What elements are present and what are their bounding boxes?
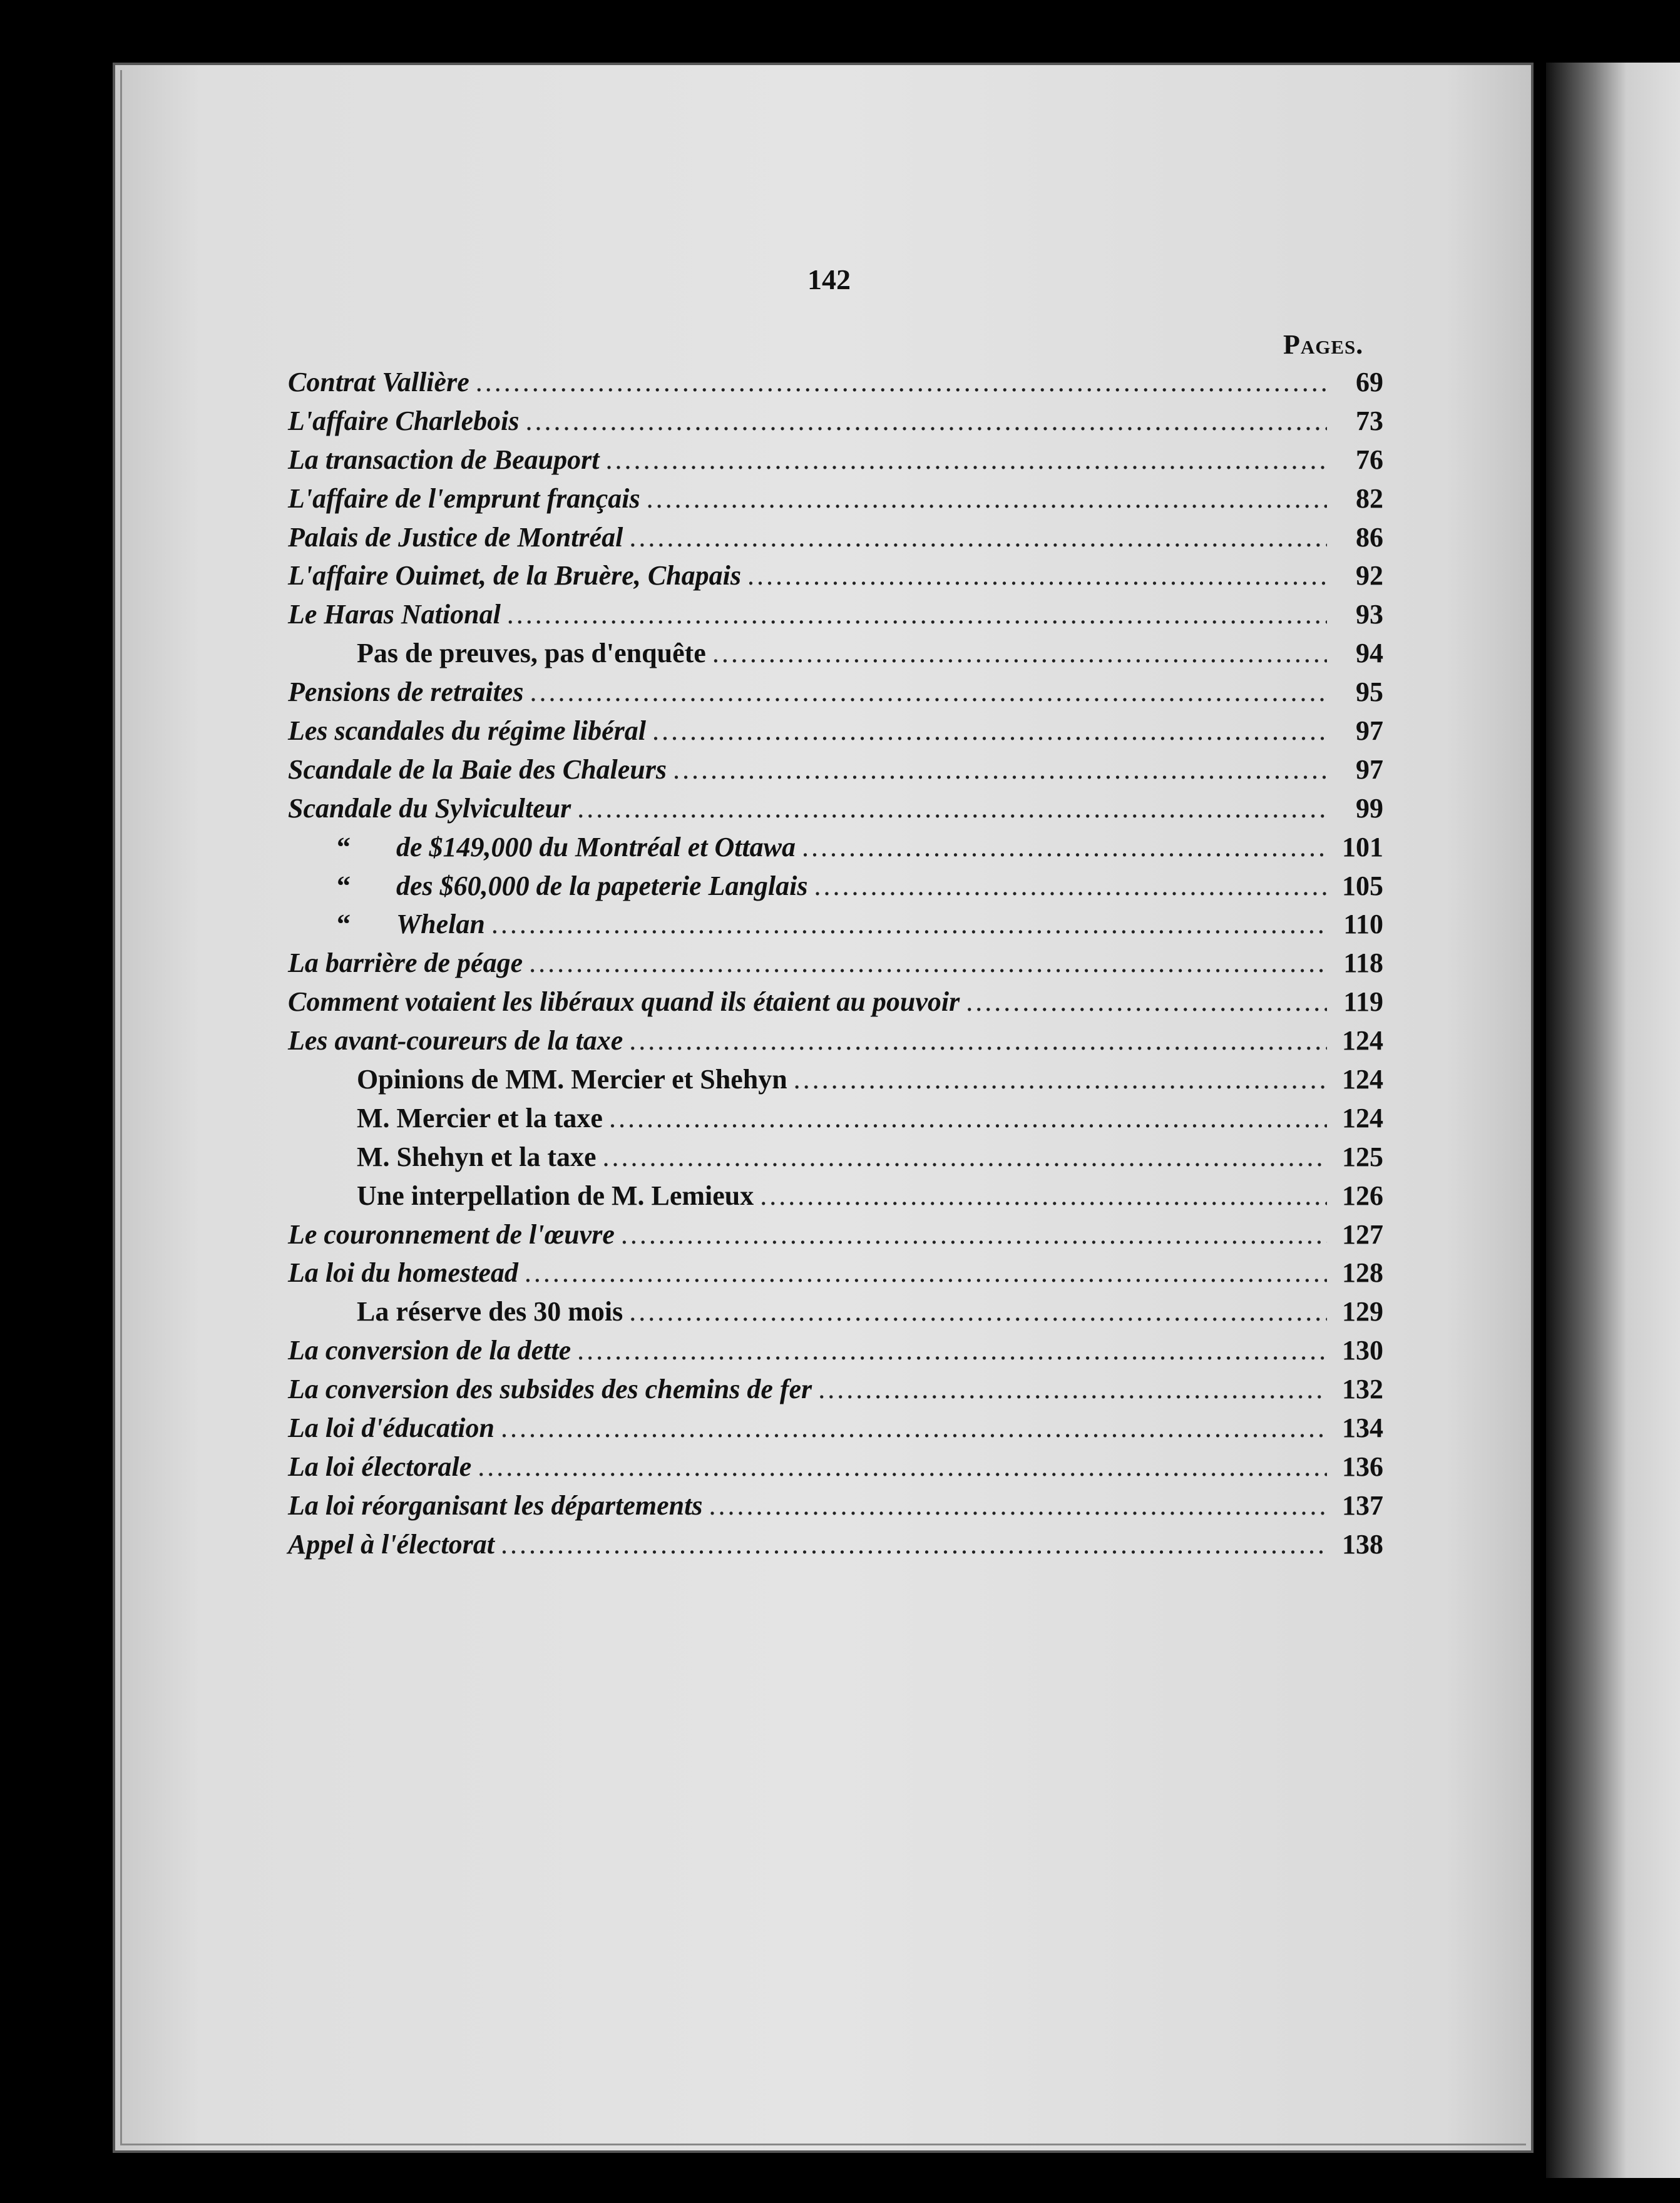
dot-leader: [526, 405, 1327, 437]
toc-entry: [288, 1257, 1383, 1296]
dot-leader: [652, 715, 1327, 747]
toc-entry-page: 99: [1356, 792, 1383, 824]
dot-leader: [673, 754, 1327, 785]
toc-entry-title: La réserve des 30 mois: [357, 1296, 623, 1327]
toc-entry: [288, 366, 1383, 405]
dot-leader: [760, 1180, 1327, 1212]
toc-entry-title: Les scandales du régime libéral: [288, 715, 646, 747]
toc-entry: [288, 1180, 1383, 1219]
toc-entry-title: La loi d'éducation: [288, 1413, 494, 1444]
dot-leader: [709, 1490, 1327, 1521]
toc-entry-page: 110: [1343, 909, 1383, 940]
toc-entry-title: Appel à l'électorat: [288, 1528, 494, 1560]
toc-entry-page: 93: [1356, 599, 1383, 630]
toc-entry: [288, 1451, 1383, 1490]
dot-leader: [712, 637, 1327, 669]
toc-entry: [288, 676, 1383, 715]
dot-leader: [478, 1451, 1327, 1483]
ditto-mark: “: [337, 831, 351, 862]
toc-entry-title: La conversion de la dette: [288, 1335, 571, 1366]
toc-entry: [288, 521, 1383, 560]
toc-entry-page: 134: [1342, 1413, 1383, 1444]
ditto-mark: “: [337, 909, 351, 940]
dot-leader: [802, 831, 1327, 863]
toc-entry-title: La loi électorale: [288, 1451, 472, 1482]
toc-entry: [288, 1373, 1383, 1412]
toc-entry-title-text: de $149,000 du Montréal et Ottawa: [396, 831, 796, 862]
toc-entry-title: Une interpellation de M. Lemieux: [357, 1180, 754, 1211]
dot-leader: [629, 1025, 1327, 1056]
table-of-contents: [288, 366, 1383, 1567]
dot-leader: [609, 1102, 1327, 1134]
toc-entry-page: 101: [1342, 831, 1383, 862]
toc-entry: [288, 1412, 1383, 1451]
toc-entry-title: La loi réorganisant les départements: [288, 1490, 703, 1521]
toc-entry-page: 119: [1343, 986, 1383, 1018]
dot-leader: [491, 908, 1327, 940]
toc-entry-title: [288, 908, 485, 940]
dot-leader: [577, 1334, 1327, 1366]
toc-entry-title: La transaction de Beauport: [288, 444, 600, 475]
toc-entry: [288, 1141, 1383, 1180]
dot-leader: [629, 1296, 1327, 1327]
toc-entry: [288, 792, 1383, 831]
toc-entry-page: 126: [1342, 1180, 1383, 1211]
toc-entry-title: [288, 870, 808, 902]
dot-leader: [606, 444, 1328, 476]
toc-entry-title: L'affaire de l'emprunt français: [288, 483, 640, 514]
toc-entry-page: 86: [1356, 521, 1383, 553]
toc-entry-page: 95: [1356, 677, 1383, 708]
toc-entry-title: L'affaire Charlebois: [288, 405, 520, 436]
toc-entry: [288, 444, 1383, 483]
toc-entry: [288, 1490, 1383, 1528]
toc-entry-title: M. Mercier et la taxe: [357, 1102, 603, 1133]
toc-entry: [288, 1102, 1383, 1141]
toc-entry-title: Pensions de retraites: [288, 677, 524, 708]
toc-entry-title: Scandale du Sylviculteur: [288, 792, 571, 824]
toc-entry-page: 137: [1342, 1490, 1383, 1521]
dot-leader: [501, 1412, 1327, 1444]
toc-entry-page: 92: [1356, 560, 1383, 591]
toc-entry-title: Le Haras National: [288, 599, 501, 630]
toc-entry: [288, 754, 1383, 792]
dot-leader: [501, 1528, 1327, 1560]
toc-entry-title: Opinions de MM. Mercier et Shehyn: [357, 1064, 787, 1095]
toc-entry-page: 130: [1342, 1335, 1383, 1366]
dot-leader: [621, 1219, 1327, 1250]
toc-entry-page: 97: [1356, 754, 1383, 785]
toc-entry: [288, 1025, 1383, 1063]
toc-entry: [288, 831, 1383, 870]
toc-entry-page: 124: [1342, 1064, 1383, 1095]
dot-leader: [476, 366, 1327, 398]
toc-entry-page: 132: [1342, 1374, 1383, 1405]
toc-entry-title: M. Shehyn et la taxe: [357, 1141, 597, 1172]
dot-leader: [525, 1257, 1327, 1289]
dot-leader: [629, 521, 1327, 553]
toc-entry-page: 118: [1343, 948, 1383, 979]
toc-entry-page: 136: [1342, 1451, 1383, 1482]
toc-entry: [288, 1296, 1383, 1334]
toc-entry-title: Le couronnement de l'œuvre: [288, 1219, 615, 1250]
toc-entry-page: 124: [1342, 1025, 1383, 1056]
ditto-mark: “: [337, 870, 351, 901]
dot-leader: [530, 676, 1327, 708]
toc-entry-title-text: Whelan: [396, 909, 485, 940]
toc-entry-title: [288, 831, 796, 863]
dot-leader: [818, 1373, 1327, 1405]
toc-entry-title: L'affaire Ouimet, de la Bruère, Chapais: [288, 560, 741, 591]
toc-entry-title: La barrière de péage: [288, 948, 523, 979]
toc-entry-title: La conversion des subsides des chemins de fer: [288, 1374, 812, 1405]
toc-entry: [288, 560, 1383, 598]
toc-entry-title: Comment votaient les libéraux quand ils étaient au pouvoir: [288, 986, 960, 1018]
toc-entry-title: Scandale de la Baie des Chaleurs: [288, 754, 667, 785]
dot-leader: [647, 483, 1327, 514]
dot-leader: [794, 1063, 1327, 1095]
toc-entry-page: 97: [1356, 715, 1383, 747]
toc-entry-page: 128: [1342, 1257, 1383, 1289]
toc-entry-page: 125: [1342, 1141, 1383, 1172]
dot-leader: [747, 560, 1327, 591]
toc-entry-title: Les avant-coureurs de la taxe: [288, 1025, 623, 1056]
toc-entry-title: Pas de preuves, pas d'enquête: [357, 638, 706, 669]
toc-entry-page: 105: [1342, 870, 1383, 901]
toc-entry-page: 138: [1342, 1528, 1383, 1560]
toc-entry: [288, 1219, 1383, 1257]
toc-entry-title-text: des $60,000 de la papeterie Langlais: [396, 870, 808, 901]
toc-entry: [288, 947, 1383, 986]
toc-entry: [288, 908, 1383, 947]
toc-entry: [288, 1528, 1383, 1567]
toc-entry-page: 124: [1342, 1102, 1383, 1133]
toc-entry: [288, 483, 1383, 521]
adjacent-page-edge: [1546, 63, 1680, 2178]
toc-entry-page: 82: [1356, 483, 1383, 514]
toc-entry-page: 129: [1342, 1296, 1383, 1327]
pages-column-header: Pages.: [1283, 329, 1364, 360]
toc-entry: [288, 637, 1383, 676]
toc-entry-title: La loi du homestead: [288, 1257, 518, 1289]
dot-leader: [507, 598, 1327, 630]
dot-leader: [603, 1141, 1327, 1173]
toc-entry-title: Palais de Justice de Montréal: [288, 521, 623, 553]
dot-leader: [814, 870, 1328, 902]
toc-entry: [288, 405, 1383, 444]
toc-entry-page: 94: [1356, 638, 1383, 669]
page-number: 142: [807, 263, 851, 295]
toc-entry: [288, 1334, 1383, 1373]
dot-leader: [577, 792, 1327, 824]
dot-leader: [529, 947, 1327, 979]
toc-entry-title: Contrat Vallière: [288, 367, 469, 397]
toc-entry-page: 69: [1356, 367, 1383, 397]
toc-entry-page: 73: [1356, 405, 1383, 436]
toc-entry-page: 76: [1356, 444, 1383, 475]
toc-entry: [288, 986, 1383, 1025]
toc-entry: [288, 870, 1383, 909]
toc-entry: [288, 715, 1383, 754]
dot-leader: [966, 986, 1327, 1018]
toc-entry-page: 127: [1342, 1219, 1383, 1250]
toc-entry: [288, 1063, 1383, 1102]
toc-entry: [288, 598, 1383, 637]
